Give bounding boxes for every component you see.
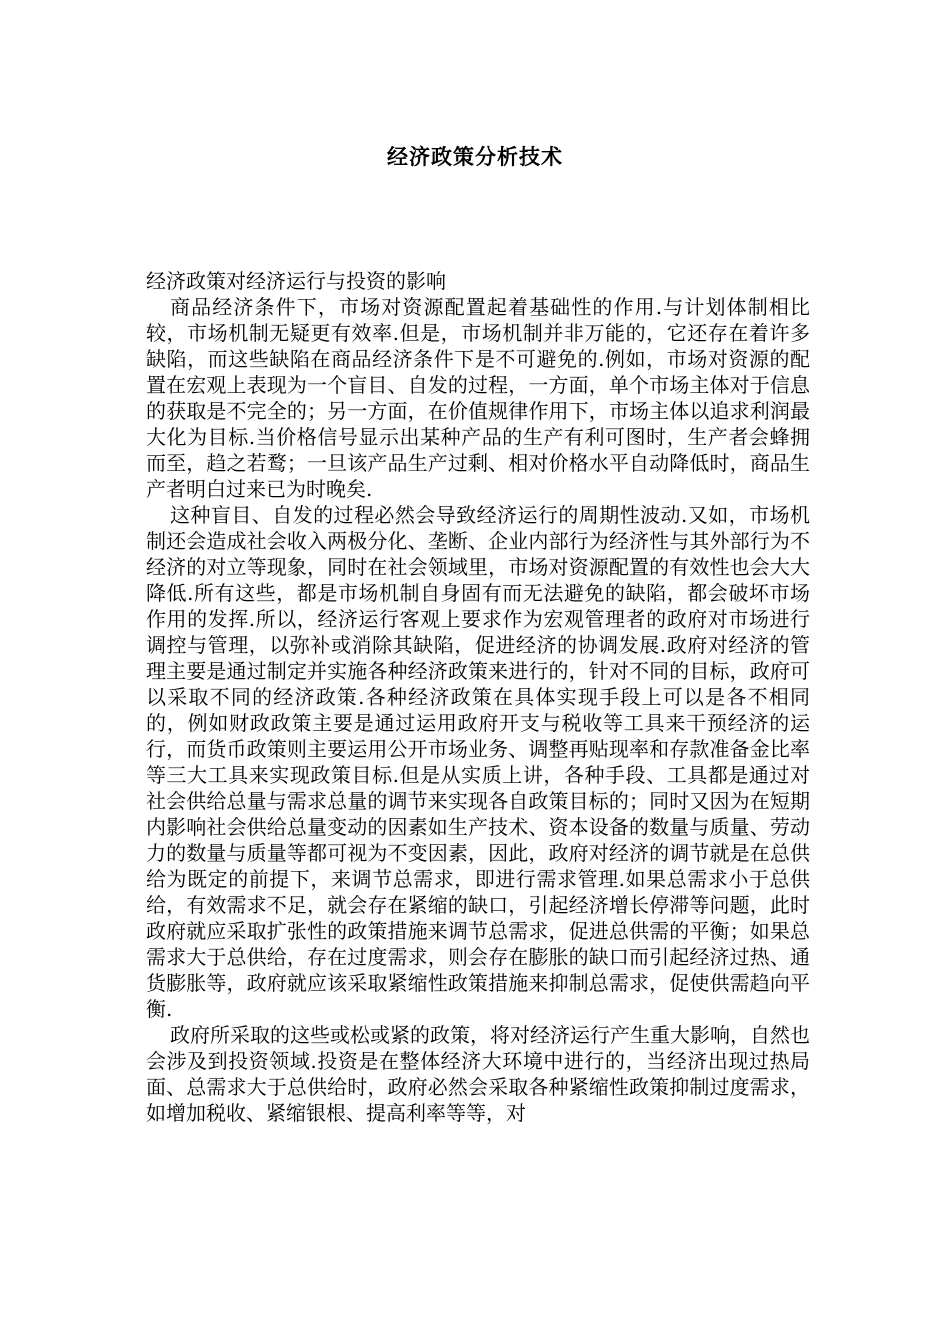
section-heading: 经济政策对经济运行与投资的影响 — [146, 269, 446, 293]
document-title: 经济政策分析技术 — [387, 144, 563, 169]
paragraph: 商品经济条件下，市场对资源配置起着基础性的作用.与计划体制相比较，市场机制无疑更有效率.但是，市场机制并非万能的，它还存在着许多缺陷，而这些缺陷在商品经济条件下是不可避免的.例如，市场对资源的配置在宏观上表现为一个盲目、自发的过程，一方面，单个市场主体对于信息的获取是不完全的；另一方面，在价值规律作用下，市场主体以追求利润最大化为目标.当价格信号显示出某种产品的生产有利可图时，生产者会蜂拥而至，趋之若鹜；一旦该产品生产过剩、相对价格水平自动降低时，商品生产者明白过来已为时晚矣. — [146, 295, 810, 501]
paragraph: 政府所采取的这些或松或紧的政策，将对经济运行产生重大影响，自然也会涉及到投资领域.投资是在整体经济大环境中进行的，当经济出现过热局面、总需求大于总供给时，政府必然会采取各种紧缩性政策抑制过度需求，如增加税收、紧缩银根、提高利率等等，对 — [146, 1023, 810, 1125]
document-body — [146, 268, 810, 1126]
paragraph: 这种盲目、自发的过程必然会导致经济运行的周期性波动.又如，市场机制还会造成社会收入两极分化、垄断、企业内部行为经济性与其外部行为不经济的对立等现象，同时在社会领域里，市场对资源配置的有效性也会大大降低.所有这些，都是市场机制自身固有而无法避免的缺陷，都会破坏市场作用的发挥.所以，经济运行客观上要求作为宏观管理者的政府对市场进行调控与管理，以弥补或消除其缺陷，促进经济的协调发展.政府对经济的管理主要是通过制定并实施各种经济政策来进行的，针对不同的目标，政府可以采取不同的经济政策.各种经济政策在具体实现手段上可以是各不相同的，例如财政政策主要是通过运用政府开支与税收等工具来干预经济的运行，而货币政策则主要运用公开市场业务、调整再贴现率和存款准备金比率等三大工具来实现政策目标.但是从实质上讲，各种手段、工具都是通过对社会供给总量与需求总量的调节来实现各自政策目标的；同时又因为在短期内影响社会供给总量变动的因素如生产技术、资本设备的数量与质量、劳动力的数量与质量等都可视为不变因素，因此，政府对经济的调节就是在总供给为既定的前提下，来调节总需求，即进行需求管理.如果总需求小于总供给，有效需求不足，就会存在紧缩的缺口，引起经济增长停滞等问题，此时政府就应采取扩张性的政策措施来调节总需求，促进总供需的平衡；如果总需求大于总供给，存在过度需求，则会存在膨胀的缺口而引起经济过热、通货膨胀等，政府就应该采取紧缩性政策措施来抑制总需求，促使供需趋向平衡. — [146, 503, 810, 1021]
